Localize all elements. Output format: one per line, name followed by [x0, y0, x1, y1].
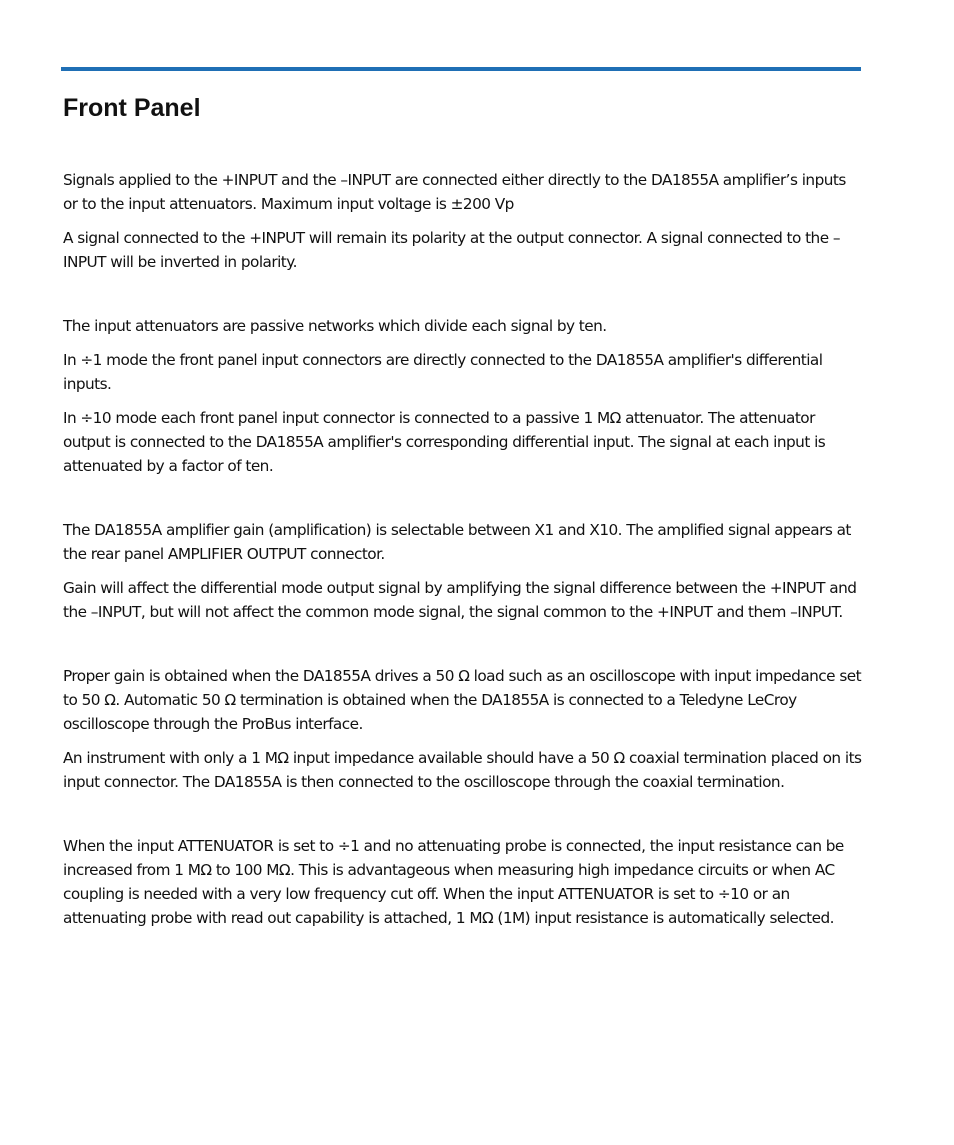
page-title: Front Panel — [63, 94, 201, 122]
paragraph: When the input ATTENUATOR is set to ÷1 and no attenuating probe is connected, the input resistance can be increased from 1 MΩ to 100 MΩ. This is advantageous when measuring high impedance circuits or when AC coupling is needed with a very low frequency cut off. When the input ATTENUATOR is set to ÷10 or an attenuating probe with read out capability is attached, 1 MΩ (1M) input resistance is automatically selected. — [63, 837, 844, 927]
section-termination — [63, 664, 863, 794]
paragraph: In ÷10 mode each front panel input connector is connected to a passive 1 MΩ attenuator. The attenuator output is connected to the DA1855A amplifier's corresponding differential input. The signal at each input is attenuated by a factor of ten. — [63, 409, 826, 475]
paragraph: The input attenuators are passive networks which divide each signal by ten. — [63, 317, 607, 335]
section-input-resistance — [63, 834, 863, 930]
paragraph: Gain will affect the differential mode output signal by amplifying the signal difference between the +INPUT and the –INPUT, but will not affect the common mode signal, the signal common to the +INPUT and them –INPUT. — [63, 579, 857, 621]
paragraph: In ÷1 mode the front panel input connectors are directly connected to the DA1855A amplifier's differential inputs. — [63, 351, 823, 393]
header-rule — [61, 67, 861, 71]
section-attenuators — [63, 314, 863, 478]
paragraph: A signal connected to the +INPUT will remain its polarity at the output connector. A signal connected to the –INPUT will be inverted in polarity. — [63, 229, 840, 271]
section-gain — [63, 518, 863, 624]
section-inputs — [63, 168, 863, 274]
paragraph: Proper gain is obtained when the DA1855A drives a 50 Ω load such as an oscilloscope with input impedance set to 50 Ω. Automatic 50 Ω termination is obtained when the DA1855A is connected to a Teledyne LeCroy oscilloscope through the ProBus interface. — [63, 667, 862, 733]
paragraph: An instrument with only a 1 MΩ input impedance available should have a 50 Ω coaxial termination placed on its input connector. The DA1855A is then connected to the oscilloscope through the coaxial termination. — [63, 749, 862, 791]
paragraph: The DA1855A amplifier gain (amplification) is selectable between X1 and X10. The amplified signal appears at the rear panel AMPLIFIER OUTPUT connector. — [63, 521, 851, 563]
paragraph: Signals applied to the +INPUT and the –INPUT are connected either directly to the DA1855A amplifier’s inputs or to the input attenuators. Maximum input voltage is ±200 Vp — [63, 171, 846, 213]
document-body — [63, 168, 863, 970]
